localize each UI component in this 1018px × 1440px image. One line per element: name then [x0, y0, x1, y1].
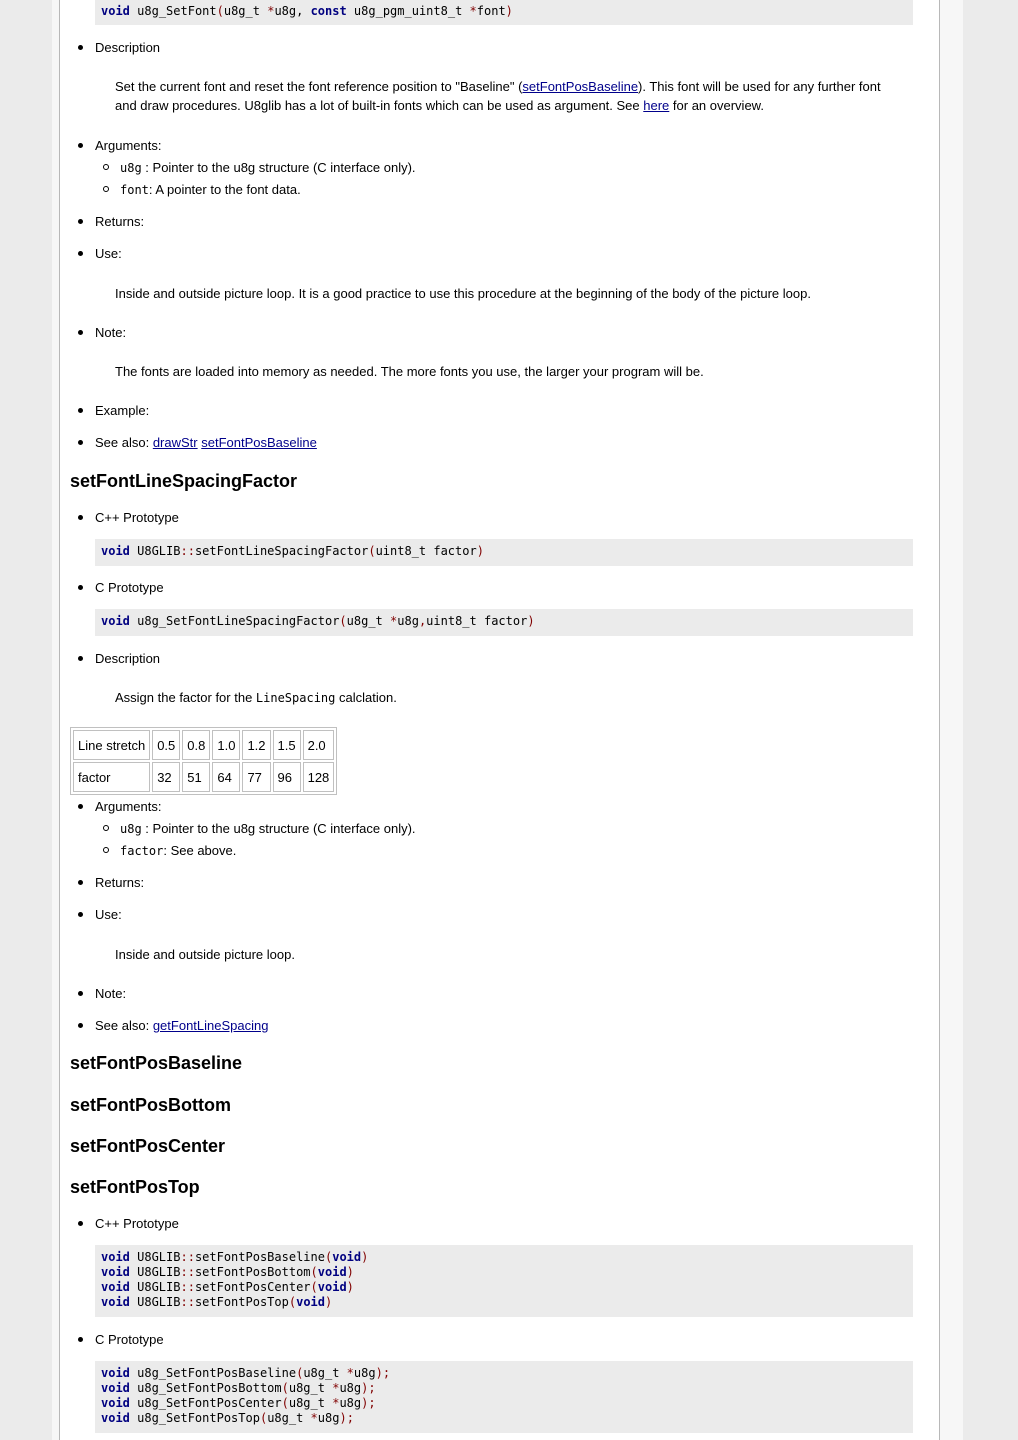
setfont-see-also — [95, 435, 317, 451]
code-text: u8g_SetFontPosBottom — [129, 1381, 282, 1395]
code-operator: ( — [288, 1295, 297, 1309]
code-text: u8g, — [274, 4, 311, 18]
code-operator: ( — [281, 1396, 289, 1410]
argument-description: : See above. — [163, 843, 237, 858]
code-text: u8g — [339, 1381, 362, 1395]
bullet — [78, 251, 83, 256]
heading-setfontlinespacingfactor: setFontLineSpacingFactor — [70, 471, 298, 491]
heading-setfontposbottom: setFontPosBottom — [70, 1095, 231, 1115]
code-keyword: void — [101, 614, 130, 628]
code-keyword: void — [101, 1280, 130, 1294]
sub-bullet — [103, 164, 109, 170]
code-operator: :: — [180, 1280, 195, 1294]
linespacing-description-text — [115, 688, 885, 708]
getfontlinespacing-link[interactable]: getFontLineSpacing — [152, 1018, 269, 1033]
table-row — [73, 730, 334, 760]
code-keyword: const — [310, 4, 347, 18]
code-line — [101, 1411, 907, 1426]
table-cell: 2.0 — [303, 730, 335, 760]
code-operator: :: — [180, 1250, 195, 1264]
table-cell: Line stretch — [73, 730, 150, 760]
linespacing-c-label: C Prototype — [95, 580, 164, 595]
code-operator: ( — [281, 1381, 289, 1395]
bullet — [78, 143, 83, 148]
code-text: u8g — [317, 1411, 340, 1425]
code-operator: ) — [346, 1280, 354, 1294]
linespacing-see-also — [95, 1018, 268, 1034]
code-line — [101, 1366, 907, 1381]
linespacing-cpp-label: C++ Prototype — [95, 510, 179, 525]
code-keyword: void — [317, 1280, 347, 1294]
code-keyword: void — [101, 1295, 130, 1309]
description-text: Assign the factor for the — [115, 690, 256, 705]
table-cell: 0.8 — [182, 730, 210, 760]
code-text: ) — [505, 4, 513, 18]
code-text: u8g_SetFont — [137, 4, 217, 18]
sub-bullet — [103, 825, 109, 831]
code-keyword: void — [101, 1411, 130, 1425]
code-line — [101, 1265, 907, 1280]
argument-description: : Pointer to the u8g structure (C interface only). — [141, 821, 416, 836]
code-keyword: void — [101, 1366, 130, 1380]
code-text: uint8_t factor — [375, 544, 477, 558]
linespacing-use-text: Inside and outside picture loop. — [115, 947, 295, 962]
code-text: u8g — [397, 614, 419, 628]
code-keyword: void — [317, 1265, 347, 1279]
description-code: LineSpacing — [255, 691, 336, 705]
code-text: setFontPosCenter — [194, 1280, 311, 1294]
code-operator: * — [332, 1396, 340, 1410]
setfont-use-label: Use: — [95, 246, 122, 261]
code-operator: :: — [180, 544, 195, 558]
code-keyword: void — [101, 1250, 130, 1264]
setfont-c-prototype-code — [95, 0, 913, 25]
setfont-returns-label: Returns: — [95, 214, 145, 229]
bullet — [78, 45, 83, 50]
code-line — [101, 1280, 907, 1295]
fontpos-cpp-label: C++ Prototype — [95, 1216, 179, 1231]
code-text: font — [476, 4, 506, 18]
setfont-arg-font — [120, 182, 301, 198]
code-operator: ); — [339, 1411, 354, 1425]
sub-bullet — [103, 847, 109, 853]
bullet — [78, 330, 83, 335]
description-text: for an overview. — [669, 98, 764, 113]
setfont-example-label: Example: — [95, 403, 150, 418]
table-cell: 32 — [152, 762, 180, 792]
bullet — [78, 804, 83, 809]
code-operator: * — [310, 1411, 318, 1425]
code-line — [101, 1381, 907, 1396]
code-line — [101, 1295, 907, 1310]
code-text: U8GLIB — [129, 1280, 181, 1294]
code-operator: * — [469, 4, 477, 18]
code-text: uint8_t factor — [426, 614, 528, 628]
code-operator: ) — [361, 1250, 369, 1264]
code-text: u8g_SetFontPosBaseline — [129, 1366, 297, 1380]
linespacing-arg-factor — [120, 843, 236, 859]
code-operator: * — [332, 1381, 340, 1395]
bullet — [78, 991, 83, 996]
description-text: calclation. — [335, 690, 397, 705]
code-text: u8g_t — [267, 1411, 311, 1425]
code-operator: ( — [310, 1280, 318, 1294]
code-text: U8GLIB — [129, 1250, 181, 1264]
sub-bullet — [103, 186, 109, 192]
setfontposbaseline-link[interactable]: setFontPosBaseline — [522, 79, 639, 94]
code-operator: :: — [180, 1295, 195, 1309]
setfont-arg-u8g — [120, 160, 416, 176]
code-text: U8GLIB — [129, 1265, 181, 1279]
code-line — [101, 1396, 907, 1411]
bullet — [78, 440, 83, 445]
description-text: ). This font will be used for any further font and draw procedures. U8glib has a lot of built-in fonts which can be used as argument. See — [115, 79, 881, 113]
drawstr-link[interactable]: drawStr — [152, 435, 198, 450]
setfont-description-text — [115, 77, 885, 115]
code-operator: :: — [180, 1265, 195, 1279]
code-keyword: void — [101, 1265, 130, 1279]
bullet — [78, 656, 83, 661]
code-operator: ( — [324, 1250, 333, 1264]
argument-name: font — [120, 183, 149, 197]
code-text: u8g_SetFontPosTop — [129, 1411, 260, 1425]
table-cell: 1.5 — [273, 730, 301, 760]
code-operator: ( — [296, 1366, 304, 1380]
linespacing-cpp-prototype-code — [95, 539, 913, 566]
code-operator: , — [418, 614, 427, 628]
line-stretch-table — [70, 727, 337, 795]
fontpos-cpp-prototype-code — [95, 1245, 913, 1317]
code-operator: ( — [339, 614, 347, 628]
bullet — [78, 1337, 83, 1342]
argument-name: factor — [120, 844, 164, 858]
code-operator: * — [390, 614, 398, 628]
code-text: setFontLineSpacingFactor — [194, 544, 369, 558]
table-cell: 64 — [212, 762, 240, 792]
code-text: u8g_t — [303, 1366, 347, 1380]
bullet — [78, 912, 83, 917]
see-also-label: See also: — [95, 1018, 153, 1033]
code-text: ( — [216, 4, 224, 18]
table-cell: 77 — [242, 762, 270, 792]
linespacing-description-label: Description — [95, 651, 161, 666]
code-operator: * — [346, 1366, 354, 1380]
setfont-arguments-label: Arguments: — [95, 138, 162, 153]
code-text: setFontPosBaseline — [194, 1250, 325, 1264]
setfont-note-label: Note: — [95, 325, 127, 340]
code-text: u8g_pgm_uint8_t — [346, 4, 470, 18]
code-operator: ) — [346, 1265, 354, 1279]
bullet — [78, 219, 83, 224]
code-operator: ) — [527, 614, 535, 628]
code-operator: ( — [368, 544, 376, 558]
code-text: setFontPosBottom — [194, 1265, 311, 1279]
bullet — [78, 1023, 83, 1028]
linespacing-returns-label: Returns: — [95, 875, 145, 890]
code-text: u8g_t — [288, 1396, 333, 1410]
table-row — [73, 762, 334, 792]
code-keyword: void — [101, 1396, 130, 1410]
code-text: u8g_SetFontLineSpacingFactor — [129, 614, 340, 628]
code-operator: ); — [375, 1366, 391, 1380]
code-text: u8g — [339, 1396, 362, 1410]
table-cell: 0.5 — [152, 730, 180, 760]
bullet — [78, 585, 83, 590]
code-operator: ) — [476, 544, 484, 558]
table-cell: 1.2 — [242, 730, 270, 760]
code-keyword: void — [101, 544, 130, 558]
code-operator: ); — [361, 1381, 376, 1395]
bullet — [78, 408, 83, 413]
linespacing-c-prototype-code — [95, 609, 913, 636]
code-text: u8g_SetFontPosCenter — [129, 1396, 282, 1410]
bullet — [78, 1221, 83, 1226]
code-text: u8g_t — [346, 614, 391, 628]
code-keyword: void — [296, 1295, 325, 1309]
argument-description: : Pointer to the u8g structure (C interface only). — [141, 160, 416, 175]
code-operator: ); — [361, 1396, 376, 1410]
setfont-description-label: Description — [95, 40, 161, 55]
fontpos-c-label: C Prototype — [95, 1332, 164, 1347]
linespacing-arg-u8g — [120, 821, 416, 837]
code-line — [101, 1250, 907, 1265]
table-cell: factor — [73, 762, 150, 792]
code-text: setFontPosTop — [194, 1295, 289, 1309]
argument-name: u8g — [120, 161, 142, 175]
code-operator: ) — [325, 1295, 333, 1309]
code-text: u8g — [353, 1366, 376, 1380]
setfont-note-text: The fonts are loaded into memory as needed. The more fonts you use, the larger your program will be. — [115, 364, 704, 379]
code-operator: * — [267, 4, 275, 18]
code-operator: ( — [259, 1411, 268, 1425]
here-link[interactable]: here — [643, 98, 670, 113]
document-page — [59, 0, 940, 1440]
bullet — [78, 880, 83, 885]
table-cell: 1.0 — [212, 730, 240, 760]
code-text: u8g_t — [223, 4, 268, 18]
code-keyword: void — [332, 1250, 362, 1264]
heading-setfontposbaseline: setFontPosBaseline — [70, 1053, 243, 1073]
code-text: U8GLIB — [129, 544, 181, 558]
code-keyword: void — [101, 4, 130, 18]
code-text: U8GLIB — [129, 1295, 181, 1309]
bullet — [78, 515, 83, 520]
table-cell: 128 — [303, 762, 335, 792]
description-text: Set the current font and reset the font reference position to "Baseline" ( — [115, 79, 523, 94]
code-text: u8g_t — [288, 1381, 333, 1395]
linespacing-note-label: Note: — [95, 986, 127, 1001]
heading-setfontpostop: setFontPosTop — [70, 1177, 200, 1197]
setfontposbaseline-link[interactable]: setFontPosBaseline — [201, 435, 317, 450]
setfont-use-text: Inside and outside picture loop. It is a good practice to use this procedure at the beginning of the body of the picture loop. — [115, 286, 811, 301]
code-operator: ( — [310, 1265, 318, 1279]
argument-description: : A pointer to the font data. — [148, 182, 301, 197]
table-cell: 51 — [182, 762, 210, 792]
linespacing-use-label: Use: — [95, 907, 122, 922]
table-cell: 96 — [273, 762, 301, 792]
fontpos-c-prototype-code — [95, 1361, 913, 1433]
see-also-label: See also: — [95, 435, 153, 450]
code-keyword: void — [101, 1381, 130, 1395]
linespacing-arguments-label: Arguments: — [95, 799, 162, 814]
heading-setfontposcenter: setFontPosCenter — [70, 1136, 226, 1156]
argument-name: u8g — [120, 822, 142, 836]
